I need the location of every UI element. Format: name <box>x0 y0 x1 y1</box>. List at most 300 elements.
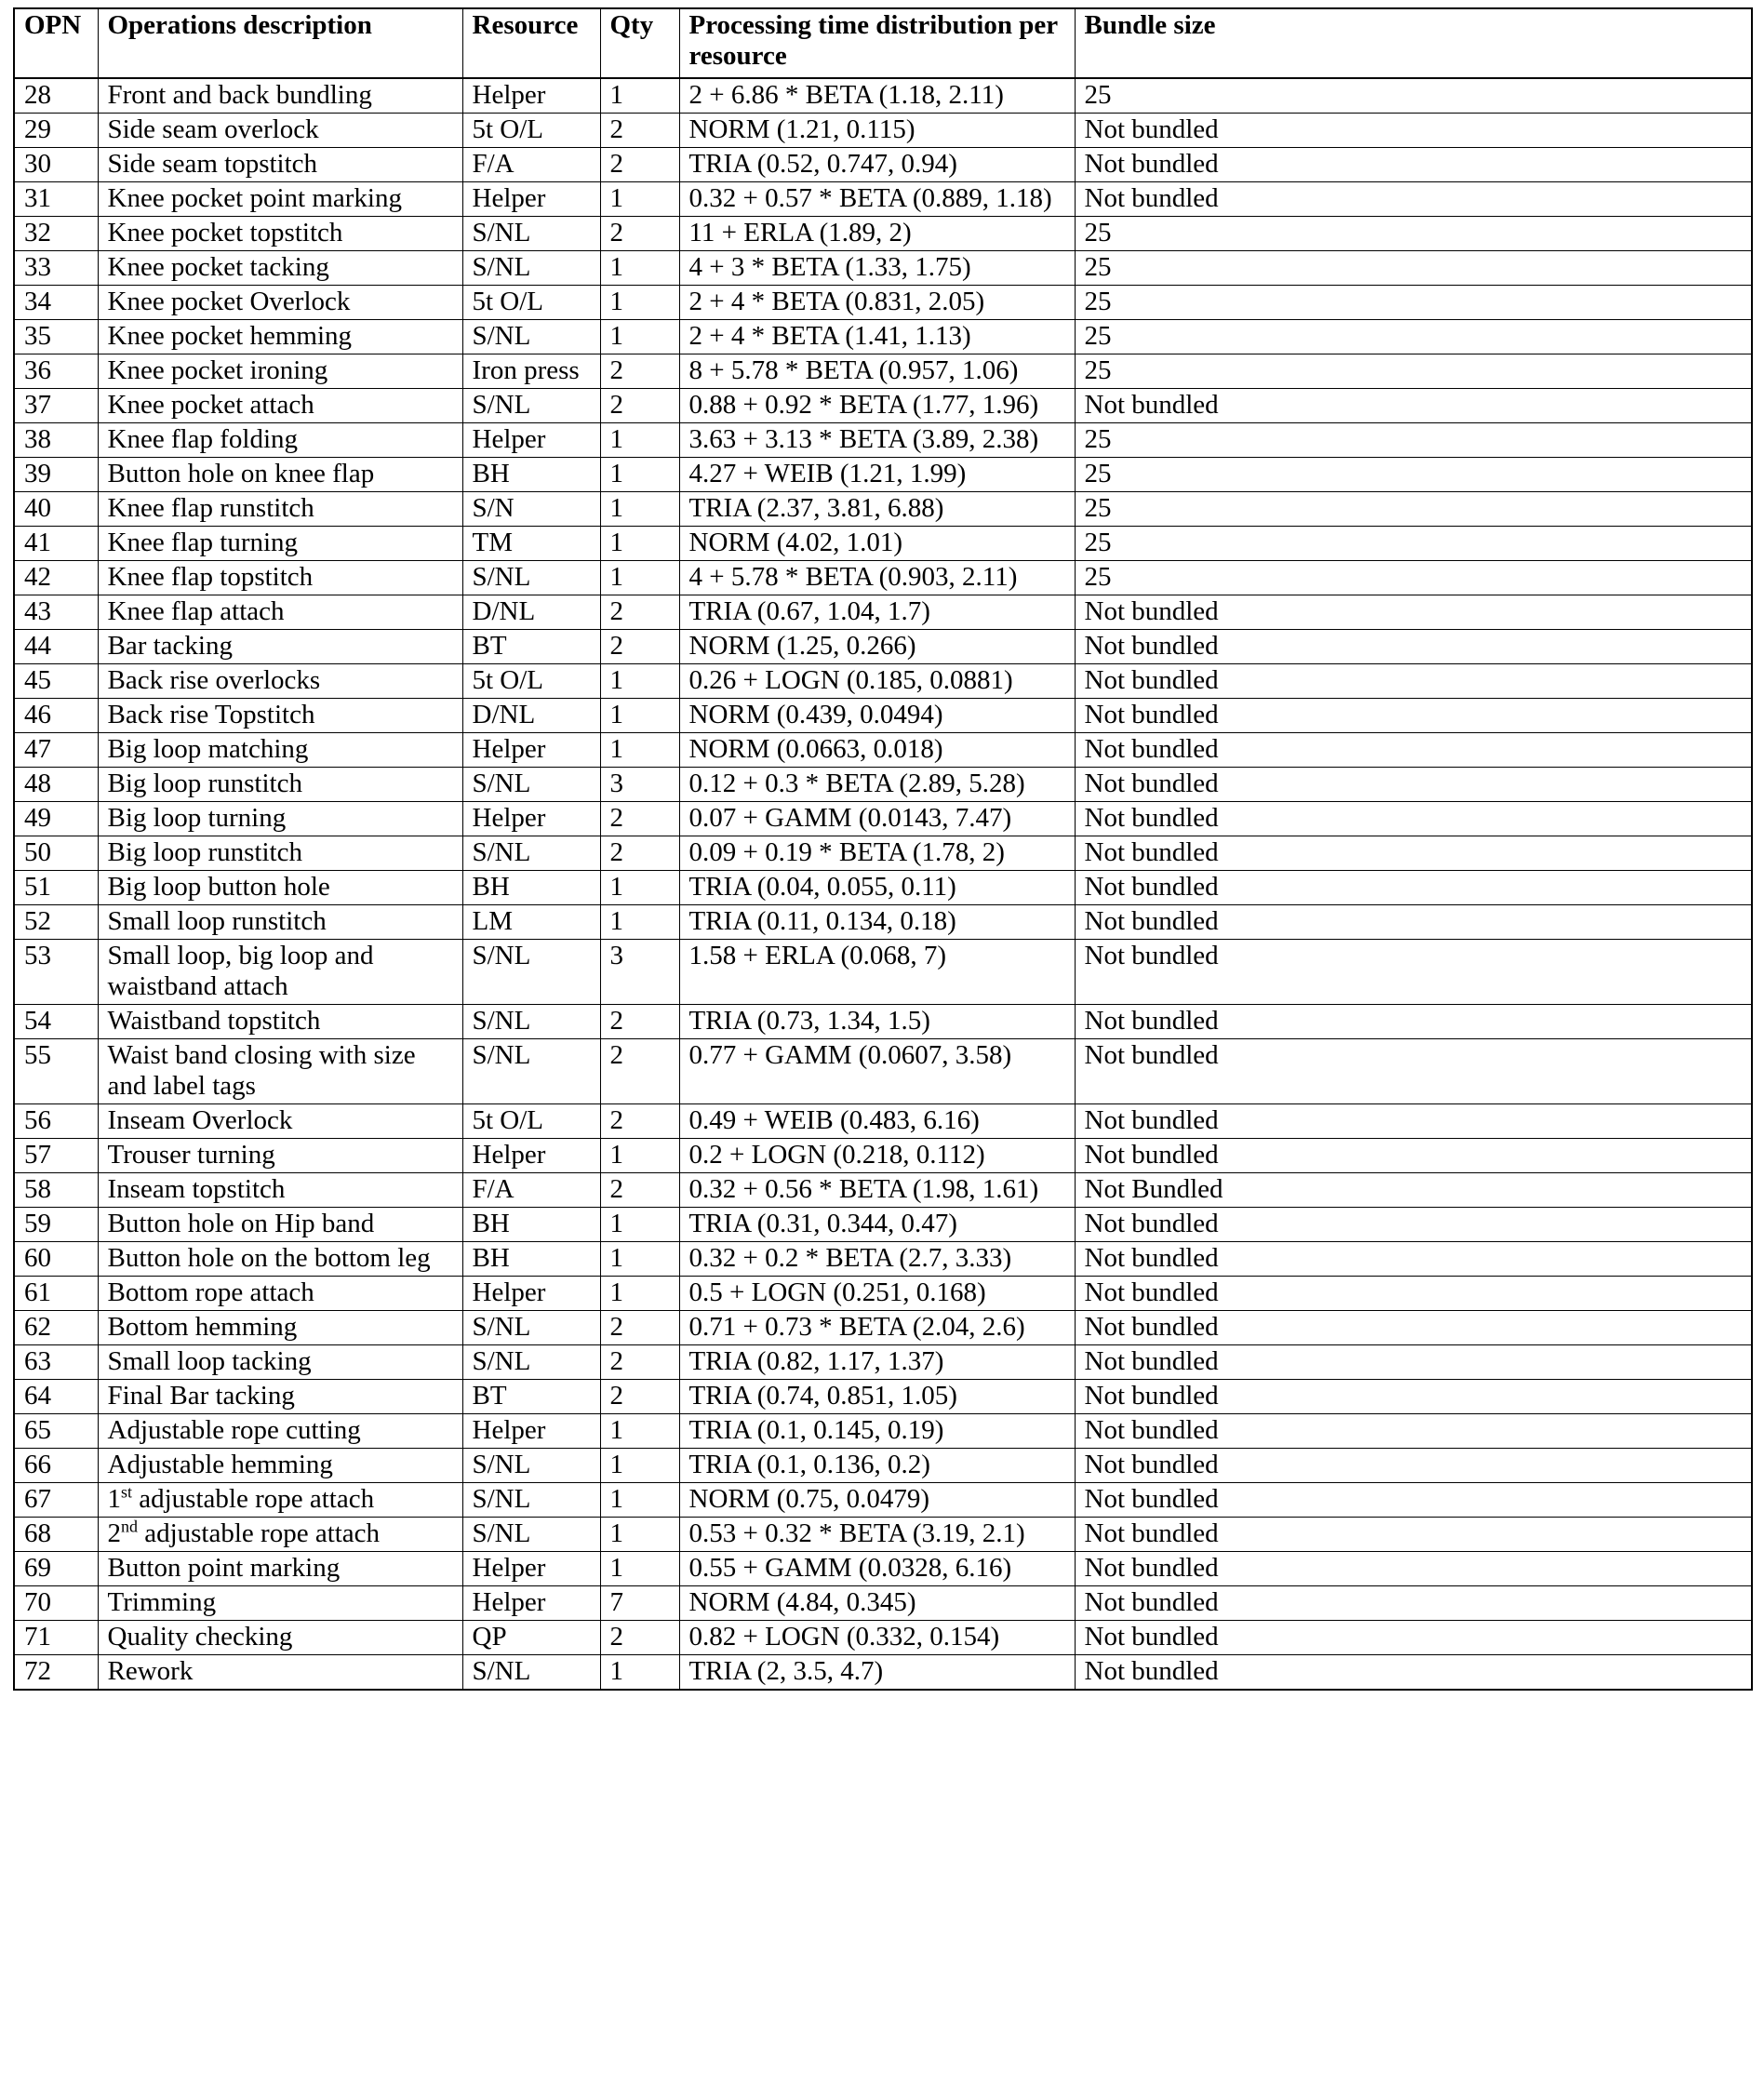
cell-qty: 1 <box>600 699 679 733</box>
cell-qty: 1 <box>600 1655 679 1691</box>
table-row <box>14 1552 1752 1586</box>
cell-resource: 5t O/L <box>462 664 600 699</box>
cell-resource: LM <box>462 905 600 940</box>
table-row <box>14 1208 1752 1242</box>
cell-bundle-size: 25 <box>1075 251 1752 286</box>
cell-processing-time-distribution: 0.12 + 0.3 * BETA (2.89, 5.28) <box>679 768 1075 802</box>
cell-opn: 44 <box>14 630 98 664</box>
cell-bundle-size: Not bundled <box>1075 595 1752 630</box>
cell-operations-description: Inseam topstitch <box>98 1173 462 1208</box>
cell-qty: 1 <box>600 1208 679 1242</box>
column-header-opn: OPN <box>14 8 98 78</box>
cell-resource: S/NL <box>462 1483 600 1518</box>
cell-qty: 1 <box>600 527 679 561</box>
cell-processing-time-distribution: 0.55 + GAMM (0.0328, 6.16) <box>679 1552 1075 1586</box>
table-row <box>14 595 1752 630</box>
cell-operations-description: Knee pocket tacking <box>98 251 462 286</box>
cell-opn: 58 <box>14 1173 98 1208</box>
cell-bundle-size: 25 <box>1075 354 1752 389</box>
cell-opn: 28 <box>14 78 98 114</box>
cell-qty: 3 <box>600 768 679 802</box>
cell-qty: 2 <box>600 802 679 836</box>
cell-operations-description: Small loop runstitch <box>98 905 462 940</box>
cell-operations-description: Knee flap attach <box>98 595 462 630</box>
cell-operations-description: Small loop, big loop and waistband attach <box>98 940 462 1005</box>
cell-opn: 49 <box>14 802 98 836</box>
cell-opn: 36 <box>14 354 98 389</box>
table-row <box>14 871 1752 905</box>
cell-operations-description: Waistband topstitch <box>98 1005 462 1039</box>
cell-resource: S/NL <box>462 1005 600 1039</box>
cell-operations-description: Back rise overlocks <box>98 664 462 699</box>
table-row <box>14 182 1752 217</box>
cell-processing-time-distribution: 0.53 + 0.32 * BETA (3.19, 2.1) <box>679 1518 1075 1552</box>
table-row <box>14 286 1752 320</box>
cell-bundle-size: Not bundled <box>1075 664 1752 699</box>
cell-processing-time-distribution: TRIA (0.67, 1.04, 1.7) <box>679 595 1075 630</box>
cell-processing-time-distribution: TRIA (0.73, 1.34, 1.5) <box>679 1005 1075 1039</box>
header-row <box>14 8 1752 78</box>
cell-operations-description: Front and back bundling <box>98 78 462 114</box>
cell-resource: Helper <box>462 182 600 217</box>
cell-operations-description: Trimming <box>98 1586 462 1621</box>
cell-operations-description: Side seam topstitch <box>98 148 462 182</box>
cell-qty: 1 <box>600 458 679 492</box>
table-row <box>14 492 1752 527</box>
cell-opn: 40 <box>14 492 98 527</box>
cell-bundle-size: Not bundled <box>1075 114 1752 148</box>
cell-qty: 1 <box>600 664 679 699</box>
cell-opn: 59 <box>14 1208 98 1242</box>
cell-qty: 2 <box>600 354 679 389</box>
cell-processing-time-distribution: 0.09 + 0.19 * BETA (1.78, 2) <box>679 836 1075 871</box>
cell-resource: S/NL <box>462 1518 600 1552</box>
cell-opn: 47 <box>14 733 98 768</box>
cell-processing-time-distribution: 0.77 + GAMM (0.0607, 3.58) <box>679 1039 1075 1104</box>
cell-operations-description: Back rise Topstitch <box>98 699 462 733</box>
cell-bundle-size: Not bundled <box>1075 1380 1752 1414</box>
cell-opn: 33 <box>14 251 98 286</box>
cell-bundle-size: Not bundled <box>1075 1039 1752 1104</box>
cell-bundle-size: Not bundled <box>1075 1655 1752 1691</box>
cell-resource: S/NL <box>462 1655 600 1691</box>
cell-qty: 2 <box>600 1345 679 1380</box>
cell-qty: 1 <box>600 78 679 114</box>
table-row <box>14 1414 1752 1449</box>
cell-opn: 30 <box>14 148 98 182</box>
cell-operations-description: Small loop tacking <box>98 1345 462 1380</box>
cell-processing-time-distribution: 0.32 + 0.56 * BETA (1.98, 1.61) <box>679 1173 1075 1208</box>
cell-opn: 41 <box>14 527 98 561</box>
cell-bundle-size: 25 <box>1075 78 1752 114</box>
cell-qty: 2 <box>600 148 679 182</box>
cell-resource: BH <box>462 871 600 905</box>
cell-qty: 1 <box>600 1518 679 1552</box>
cell-resource: D/NL <box>462 699 600 733</box>
cell-resource: S/NL <box>462 217 600 251</box>
cell-operations-description: Big loop button hole <box>98 871 462 905</box>
cell-processing-time-distribution: 1.58 + ERLA (0.068, 7) <box>679 940 1075 1005</box>
cell-operations-description: Waist band closing with size and label tags <box>98 1039 462 1104</box>
cell-operations-description: Knee flap runstitch <box>98 492 462 527</box>
cell-opn: 45 <box>14 664 98 699</box>
table-row <box>14 1173 1752 1208</box>
cell-operations-description: Side seam overlock <box>98 114 462 148</box>
cell-resource: TM <box>462 527 600 561</box>
cell-processing-time-distribution: TRIA (2.37, 3.81, 6.88) <box>679 492 1075 527</box>
cell-processing-time-distribution: 4.27 + WEIB (1.21, 1.99) <box>679 458 1075 492</box>
table-row <box>14 114 1752 148</box>
cell-resource: BT <box>462 1380 600 1414</box>
cell-resource: BH <box>462 1208 600 1242</box>
cell-operations-description: Trouser turning <box>98 1139 462 1173</box>
cell-processing-time-distribution: 0.88 + 0.92 * BETA (1.77, 1.96) <box>679 389 1075 423</box>
cell-processing-time-distribution: 2 + 4 * BETA (1.41, 1.13) <box>679 320 1075 354</box>
cell-qty: 2 <box>600 836 679 871</box>
cell-qty: 1 <box>600 251 679 286</box>
table-row <box>14 802 1752 836</box>
cell-qty: 1 <box>600 423 679 458</box>
table-row <box>14 78 1752 114</box>
table-row <box>14 354 1752 389</box>
cell-resource: S/NL <box>462 940 600 1005</box>
cell-operations-description: Knee flap folding <box>98 423 462 458</box>
cell-opn: 42 <box>14 561 98 595</box>
cell-resource: Helper <box>462 1552 600 1586</box>
cell-bundle-size: Not bundled <box>1075 148 1752 182</box>
cell-resource: S/N <box>462 492 600 527</box>
cell-bundle-size: Not bundled <box>1075 768 1752 802</box>
cell-resource: S/NL <box>462 1311 600 1345</box>
table-row <box>14 148 1752 182</box>
cell-resource: Helper <box>462 78 600 114</box>
cell-opn: 37 <box>14 389 98 423</box>
cell-processing-time-distribution: TRIA (0.1, 0.145, 0.19) <box>679 1414 1075 1449</box>
cell-processing-time-distribution: 0.49 + WEIB (0.483, 6.16) <box>679 1104 1075 1139</box>
cell-bundle-size: Not bundled <box>1075 389 1752 423</box>
cell-resource: BH <box>462 1242 600 1277</box>
cell-bundle-size: Not bundled <box>1075 699 1752 733</box>
table-row <box>14 458 1752 492</box>
table-row <box>14 389 1752 423</box>
cell-operations-description: Bottom rope attach <box>98 1277 462 1311</box>
cell-bundle-size: Not bundled <box>1075 182 1752 217</box>
cell-opn: 70 <box>14 1586 98 1621</box>
cell-opn: 64 <box>14 1380 98 1414</box>
cell-processing-time-distribution: 2 + 4 * BETA (0.831, 2.05) <box>679 286 1075 320</box>
cell-processing-time-distribution: 11 + ERLA (1.89, 2) <box>679 217 1075 251</box>
column-header-qty: Qty <box>600 8 679 78</box>
table-row <box>14 836 1752 871</box>
cell-processing-time-distribution: 4 + 5.78 * BETA (0.903, 2.11) <box>679 561 1075 595</box>
cell-processing-time-distribution: 0.71 + 0.73 * BETA (2.04, 2.6) <box>679 1311 1075 1345</box>
cell-processing-time-distribution: NORM (0.0663, 0.018) <box>679 733 1075 768</box>
cell-qty: 2 <box>600 1173 679 1208</box>
cell-qty: 2 <box>600 1621 679 1655</box>
cell-resource: 5t O/L <box>462 1104 600 1139</box>
cell-opn: 38 <box>14 423 98 458</box>
cell-opn: 54 <box>14 1005 98 1039</box>
cell-operations-description: Big loop runstitch <box>98 836 462 871</box>
cell-processing-time-distribution: NORM (0.439, 0.0494) <box>679 699 1075 733</box>
ordinal-suffix: st <box>121 1482 132 1502</box>
cell-processing-time-distribution: TRIA (0.1, 0.136, 0.2) <box>679 1449 1075 1483</box>
cell-opn: 69 <box>14 1552 98 1586</box>
cell-resource: Helper <box>462 1139 600 1173</box>
cell-qty: 2 <box>600 1380 679 1414</box>
cell-bundle-size: Not bundled <box>1075 630 1752 664</box>
cell-bundle-size: Not bundled <box>1075 1139 1752 1173</box>
cell-resource: BT <box>462 630 600 664</box>
cell-processing-time-distribution: NORM (4.02, 1.01) <box>679 527 1075 561</box>
cell-processing-time-distribution: 0.82 + LOGN (0.332, 0.154) <box>679 1621 1075 1655</box>
cell-operations-description: Bottom hemming <box>98 1311 462 1345</box>
cell-bundle-size: Not bundled <box>1075 1345 1752 1380</box>
table-row <box>14 699 1752 733</box>
cell-qty: 2 <box>600 1039 679 1104</box>
cell-processing-time-distribution: 0.26 + LOGN (0.185, 0.0881) <box>679 664 1075 699</box>
cell-opn: 31 <box>14 182 98 217</box>
cell-processing-time-distribution: 0.32 + 0.2 * BETA (2.7, 3.33) <box>679 1242 1075 1277</box>
cell-bundle-size: Not bundled <box>1075 1104 1752 1139</box>
cell-operations-description: Button hole on Hip band <box>98 1208 462 1242</box>
cell-qty: 1 <box>600 492 679 527</box>
cell-resource: S/NL <box>462 561 600 595</box>
cell-qty: 1 <box>600 561 679 595</box>
operations-table <box>13 7 1753 1691</box>
cell-resource: Helper <box>462 1277 600 1311</box>
cell-bundle-size: Not bundled <box>1075 1208 1752 1242</box>
cell-opn: 48 <box>14 768 98 802</box>
cell-opn: 60 <box>14 1242 98 1277</box>
cell-processing-time-distribution: 0.32 + 0.57 * BETA (0.889, 1.18) <box>679 182 1075 217</box>
cell-operations-description: Button hole on knee flap <box>98 458 462 492</box>
cell-operations-description: Knee pocket hemming <box>98 320 462 354</box>
cell-operations-description: Adjustable rope cutting <box>98 1414 462 1449</box>
table-row <box>14 1449 1752 1483</box>
cell-resource: 5t O/L <box>462 114 600 148</box>
cell-operations-description: Button point marking <box>98 1552 462 1586</box>
cell-opn: 62 <box>14 1311 98 1345</box>
cell-processing-time-distribution: NORM (0.75, 0.0479) <box>679 1483 1075 1518</box>
cell-qty: 2 <box>600 1104 679 1139</box>
cell-opn: 52 <box>14 905 98 940</box>
cell-qty: 3 <box>600 940 679 1005</box>
cell-operations-description: 2nd adjustable rope attach <box>98 1518 462 1552</box>
cell-opn: 65 <box>14 1414 98 1449</box>
cell-processing-time-distribution: TRIA (2, 3.5, 4.7) <box>679 1655 1075 1691</box>
cell-bundle-size: Not bundled <box>1075 905 1752 940</box>
table-row <box>14 1242 1752 1277</box>
table-row <box>14 630 1752 664</box>
cell-opn: 46 <box>14 699 98 733</box>
cell-operations-description: Big loop matching <box>98 733 462 768</box>
cell-processing-time-distribution: TRIA (0.74, 0.851, 1.05) <box>679 1380 1075 1414</box>
cell-bundle-size: 25 <box>1075 217 1752 251</box>
cell-operations-description: Final Bar tacking <box>98 1380 462 1414</box>
cell-qty: 2 <box>600 1005 679 1039</box>
cell-opn: 35 <box>14 320 98 354</box>
cell-bundle-size: Not bundled <box>1075 1586 1752 1621</box>
cell-bundle-size: Not Bundled <box>1075 1173 1752 1208</box>
cell-processing-time-distribution: 4 + 3 * BETA (1.33, 1.75) <box>679 251 1075 286</box>
table-header <box>14 8 1752 78</box>
cell-operations-description: Knee pocket ironing <box>98 354 462 389</box>
cell-resource: S/NL <box>462 1039 600 1104</box>
cell-opn: 63 <box>14 1345 98 1380</box>
cell-processing-time-distribution: 0.2 + LOGN (0.218, 0.112) <box>679 1139 1075 1173</box>
cell-operations-description: Big loop turning <box>98 802 462 836</box>
cell-qty: 2 <box>600 389 679 423</box>
table-row <box>14 1104 1752 1139</box>
cell-qty: 1 <box>600 182 679 217</box>
cell-opn: 51 <box>14 871 98 905</box>
cell-resource: S/NL <box>462 320 600 354</box>
cell-operations-description: Bar tacking <box>98 630 462 664</box>
table-row <box>14 251 1752 286</box>
cell-bundle-size: Not bundled <box>1075 871 1752 905</box>
cell-bundle-size: Not bundled <box>1075 733 1752 768</box>
cell-qty: 1 <box>600 286 679 320</box>
cell-operations-description: Rework <box>98 1655 462 1691</box>
cell-processing-time-distribution: 3.63 + 3.13 * BETA (3.89, 2.38) <box>679 423 1075 458</box>
cell-resource: QP <box>462 1621 600 1655</box>
column-header-description: Operations description <box>98 8 462 78</box>
cell-qty: 2 <box>600 630 679 664</box>
cell-opn: 29 <box>14 114 98 148</box>
cell-resource: Helper <box>462 1414 600 1449</box>
cell-opn: 53 <box>14 940 98 1005</box>
table-row <box>14 320 1752 354</box>
cell-resource: Helper <box>462 802 600 836</box>
cell-bundle-size: 25 <box>1075 458 1752 492</box>
cell-resource: S/NL <box>462 1345 600 1380</box>
cell-opn: 39 <box>14 458 98 492</box>
cell-resource: D/NL <box>462 595 600 630</box>
cell-qty: 2 <box>600 1311 679 1345</box>
table-row <box>14 1586 1752 1621</box>
cell-bundle-size: Not bundled <box>1075 1242 1752 1277</box>
table-row <box>14 1277 1752 1311</box>
cell-resource: Helper <box>462 1586 600 1621</box>
cell-opn: 72 <box>14 1655 98 1691</box>
cell-operations-description: Big loop runstitch <box>98 768 462 802</box>
cell-processing-time-distribution: 2 + 6.86 * BETA (1.18, 2.11) <box>679 78 1075 114</box>
cell-processing-time-distribution: TRIA (0.82, 1.17, 1.37) <box>679 1345 1075 1380</box>
column-header-resource: Resource <box>462 8 600 78</box>
table-row <box>14 1039 1752 1104</box>
cell-opn: 34 <box>14 286 98 320</box>
table-row <box>14 561 1752 595</box>
cell-qty: 1 <box>600 1449 679 1483</box>
cell-resource: S/NL <box>462 836 600 871</box>
table-row <box>14 1139 1752 1173</box>
cell-opn: 61 <box>14 1277 98 1311</box>
cell-qty: 1 <box>600 1277 679 1311</box>
table-row <box>14 664 1752 699</box>
table-row <box>14 1380 1752 1414</box>
cell-bundle-size: Not bundled <box>1075 1449 1752 1483</box>
cell-qty: 2 <box>600 114 679 148</box>
cell-opn: 50 <box>14 836 98 871</box>
cell-bundle-size: Not bundled <box>1075 802 1752 836</box>
table-row <box>14 1005 1752 1039</box>
cell-processing-time-distribution: 0.5 + LOGN (0.251, 0.168) <box>679 1277 1075 1311</box>
cell-processing-time-distribution: NORM (1.25, 0.266) <box>679 630 1075 664</box>
cell-opn: 66 <box>14 1449 98 1483</box>
cell-operations-description: Knee pocket point marking <box>98 182 462 217</box>
cell-bundle-size: 25 <box>1075 527 1752 561</box>
cell-processing-time-distribution: NORM (4.84, 0.345) <box>679 1586 1075 1621</box>
cell-qty: 2 <box>600 595 679 630</box>
cell-bundle-size: Not bundled <box>1075 1483 1752 1518</box>
cell-opn: 43 <box>14 595 98 630</box>
cell-resource: S/NL <box>462 251 600 286</box>
table-row <box>14 1518 1752 1552</box>
cell-qty: 1 <box>600 1414 679 1449</box>
cell-processing-time-distribution: TRIA (0.31, 0.344, 0.47) <box>679 1208 1075 1242</box>
cell-bundle-size: Not bundled <box>1075 1005 1752 1039</box>
cell-resource: S/NL <box>462 768 600 802</box>
table-row <box>14 768 1752 802</box>
cell-bundle-size: Not bundled <box>1075 940 1752 1005</box>
cell-processing-time-distribution: NORM (1.21, 0.115) <box>679 114 1075 148</box>
cell-bundle-size: 25 <box>1075 561 1752 595</box>
cell-bundle-size: Not bundled <box>1075 1552 1752 1586</box>
cell-bundle-size: Not bundled <box>1075 1311 1752 1345</box>
cell-operations-description: Quality checking <box>98 1621 462 1655</box>
table-row <box>14 905 1752 940</box>
table-row <box>14 423 1752 458</box>
cell-bundle-size: Not bundled <box>1075 836 1752 871</box>
cell-bundle-size: Not bundled <box>1075 1518 1752 1552</box>
cell-bundle-size: Not bundled <box>1075 1414 1752 1449</box>
table-row <box>14 1345 1752 1380</box>
table-row <box>14 1311 1752 1345</box>
table-row <box>14 733 1752 768</box>
cell-resource: BH <box>462 458 600 492</box>
cell-resource: S/NL <box>462 389 600 423</box>
cell-operations-description: 1st adjustable rope attach <box>98 1483 462 1518</box>
ordinal-suffix: nd <box>121 1517 138 1536</box>
cell-bundle-size: 25 <box>1075 423 1752 458</box>
cell-qty: 1 <box>600 871 679 905</box>
cell-qty: 7 <box>600 1586 679 1621</box>
cell-qty: 1 <box>600 1552 679 1586</box>
cell-resource: S/NL <box>462 1449 600 1483</box>
table-row <box>14 217 1752 251</box>
table-row <box>14 1621 1752 1655</box>
cell-operations-description: Knee pocket attach <box>98 389 462 423</box>
cell-qty: 1 <box>600 1483 679 1518</box>
cell-opn: 57 <box>14 1139 98 1173</box>
cell-opn: 71 <box>14 1621 98 1655</box>
cell-processing-time-distribution: TRIA (0.52, 0.747, 0.94) <box>679 148 1075 182</box>
cell-processing-time-distribution: 8 + 5.78 * BETA (0.957, 1.06) <box>679 354 1075 389</box>
cell-resource: 5t O/L <box>462 286 600 320</box>
cell-bundle-size: 25 <box>1075 492 1752 527</box>
cell-qty: 1 <box>600 733 679 768</box>
cell-qty: 1 <box>600 1242 679 1277</box>
cell-opn: 32 <box>14 217 98 251</box>
column-header-bundle-size: Bundle size <box>1075 8 1752 78</box>
cell-qty: 1 <box>600 320 679 354</box>
cell-qty: 1 <box>600 905 679 940</box>
cell-qty: 2 <box>600 217 679 251</box>
cell-operations-description: Inseam Overlock <box>98 1104 462 1139</box>
cell-opn: 56 <box>14 1104 98 1139</box>
cell-operations-description: Knee flap topstitch <box>98 561 462 595</box>
